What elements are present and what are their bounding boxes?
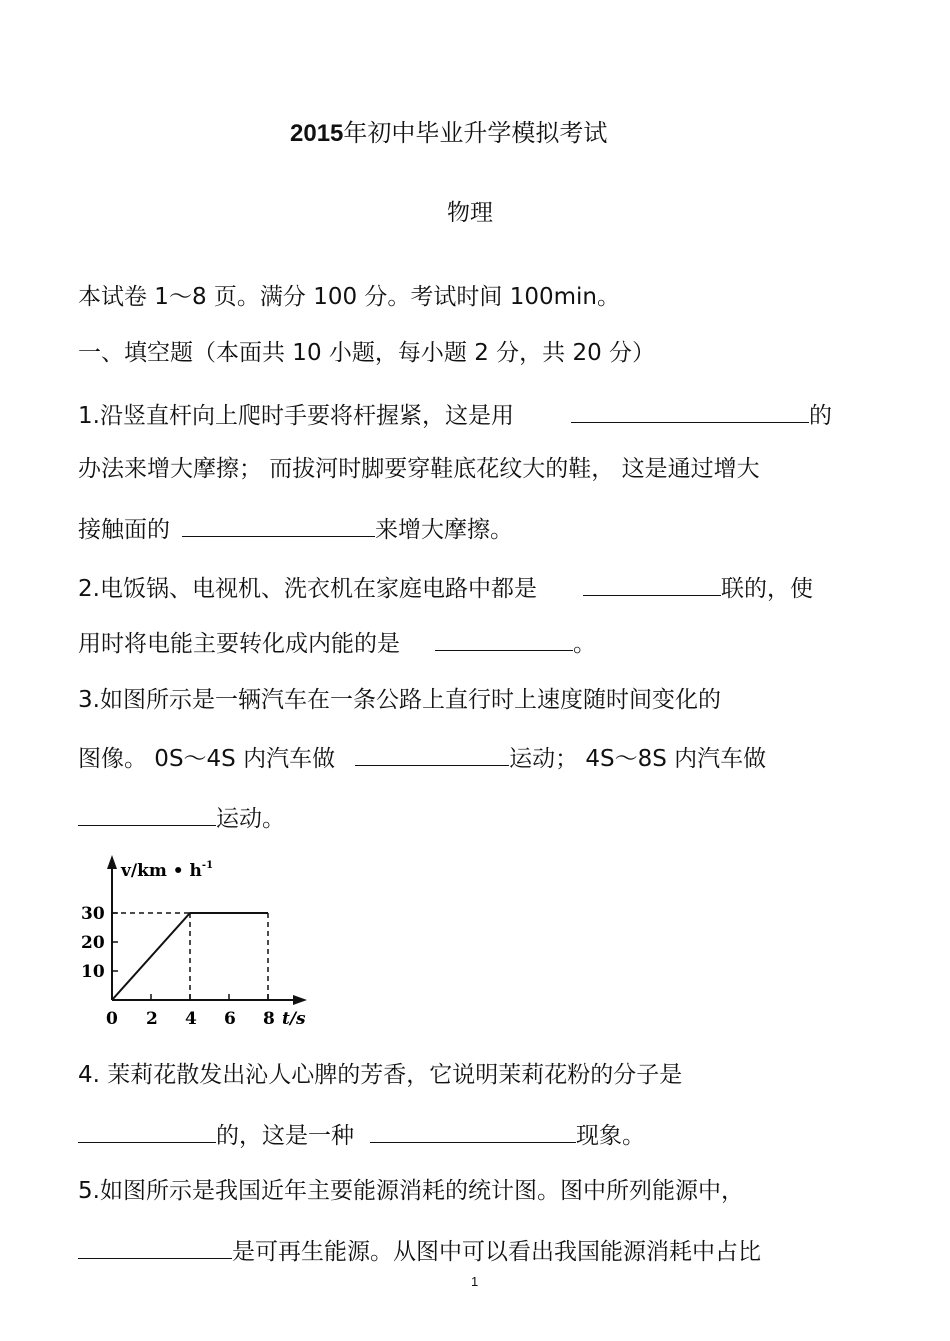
- question-5-line-1: 5.如图所示是我国近年主要能源消耗的统计图。图中所列能源中，: [78, 1178, 744, 1204]
- question-3-text-d: 运动。: [216, 806, 285, 832]
- y-axis-arrow: [107, 855, 117, 869]
- question-3-line-2: [78, 741, 766, 774]
- question-3-text-c: 运动； 4S～8S 内汽车做: [509, 746, 767, 772]
- x-tick-label-0: 0: [106, 1009, 118, 1029]
- question-5-line-2: [78, 1234, 761, 1267]
- x-tick-label-4: 4: [185, 1009, 197, 1029]
- x-tick-label-2: 2: [146, 1009, 158, 1029]
- question-4-line-2: [78, 1118, 645, 1151]
- x-axis-label: t/s: [282, 1009, 306, 1029]
- question-3-line-3: [78, 801, 285, 834]
- question-1-text-a: 1.沿竖直杆向上爬时手要将杆握紧，这是用: [78, 403, 514, 429]
- question-4-line-1: 4. 茉莉花散发出沁人心脾的芳香，它说明茉莉花粉的分子是: [78, 1062, 683, 1088]
- question-1-text-b: 的: [808, 403, 832, 429]
- question-2-line-2: [78, 626, 596, 659]
- question-2-text-a: 2.电饭锅、电视机、洗衣机在家庭电路中都是: [78, 576, 537, 602]
- exam-year: 2015: [290, 120, 344, 147]
- answer-blank[interactable]: [182, 512, 375, 537]
- question-1-line-3: [78, 512, 513, 545]
- x-tick-label-8: 8: [263, 1009, 275, 1029]
- question-2-line-1: [78, 571, 813, 604]
- question-4-text-c: 现象。: [576, 1123, 645, 1149]
- question-3-line-1: 3.如图所示是一辆汽车在一条公路上直行时上速度随时间变化的: [78, 687, 721, 713]
- answer-blank[interactable]: [435, 626, 573, 651]
- question-5-text-b: 是可再生能源。从图中可以看出我国能源消耗中占比: [232, 1239, 761, 1265]
- question-2-text-d: 。: [573, 631, 596, 657]
- y-axis-label-sup: -1: [201, 860, 214, 871]
- x-tick-label-6: 6: [224, 1009, 236, 1029]
- question-1-text-d: 接触面的: [78, 517, 170, 543]
- y-tick-label-10: 10: [81, 962, 105, 982]
- exam-title-text: 年初中毕业升学模拟考试: [343, 119, 608, 147]
- x-axis-arrow: [293, 995, 307, 1005]
- question-1-line-2: 办法来增大摩擦； 而拔河时脚要穿鞋底花纹大的鞋， 这是通过增大: [78, 456, 760, 482]
- answer-blank[interactable]: [78, 1118, 216, 1143]
- answer-blank[interactable]: [571, 398, 809, 423]
- question-1-text-e: 来增大摩擦。: [375, 517, 513, 543]
- section-heading: 一、填空题（本面共 10 小题，每小题 2 分，共 20 分）: [78, 340, 656, 366]
- subject-heading: 物理: [447, 200, 493, 226]
- answer-blank[interactable]: [78, 1234, 232, 1259]
- answer-blank[interactable]: [78, 801, 216, 826]
- question-2-text-c: 用时将电能主要转化成内能的是: [78, 631, 400, 657]
- question-1-line-1: [78, 398, 832, 431]
- question-4-text-b: 的，这是一种: [216, 1123, 354, 1149]
- y-axis-label: v/km • $h^{-1}$: [121, 860, 214, 881]
- question-3-text-b: 图像。 0S～4S 内汽车做: [78, 746, 336, 772]
- answer-blank[interactable]: [583, 571, 721, 596]
- y-tick-label-20: 20: [81, 933, 105, 953]
- y-tick-label-30: 30: [81, 904, 105, 924]
- question-2-text-b: 联的，使: [720, 576, 813, 602]
- answer-blank[interactable]: [355, 741, 509, 766]
- exam-intro: 本试卷 1～8 页。满分 100 分。考试时间 100min。: [78, 284, 620, 310]
- velocity-time-graph: [75, 852, 325, 1032]
- exam-title: [290, 118, 607, 149]
- answer-blank[interactable]: [370, 1118, 576, 1143]
- page-number: 1: [471, 1274, 479, 1289]
